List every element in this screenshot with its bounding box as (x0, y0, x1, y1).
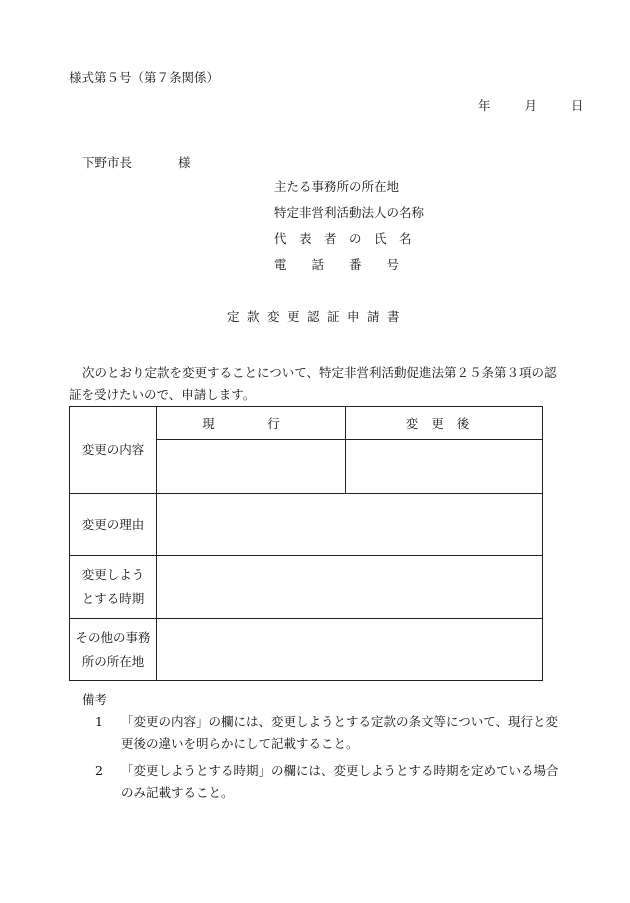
label-other-office-line-1: その他の事務 (75, 629, 151, 645)
note-line-1: 「変更の内容」の欄には、変更しようとする定款の条文等について、現行と変 (121, 714, 559, 729)
form-number: 様式第５号（第７条関係） (69, 70, 220, 85)
date-line (478, 96, 584, 114)
applicant-office-address: 主たる事務所の所在地 (274, 179, 400, 194)
table-row (70, 494, 543, 556)
date-year: 年 (478, 98, 491, 113)
cell-other-office-address[interactable] (157, 619, 543, 681)
label-change-timing-line-1: 変更しよう (81, 567, 145, 582)
addressee-honorific: 様 (178, 155, 191, 170)
cell-change-reason[interactable] (157, 494, 543, 556)
label-other-office-address (70, 619, 157, 681)
note-item-2 (95, 760, 579, 804)
addressee-name: 下野市長 (82, 155, 133, 170)
note-number: 2 (95, 763, 103, 778)
label-change-timing-line-2: とする時期 (81, 591, 145, 606)
header-after-change: 変更後 (346, 407, 543, 440)
application-form-table (69, 406, 543, 681)
header-current: 現 行 (157, 407, 346, 440)
addressee (82, 153, 191, 171)
note-number: 1 (95, 714, 103, 729)
label-other-office-line-2: 所の所在地 (81, 653, 145, 669)
table-row (70, 556, 543, 619)
note-line-2: のみ記載すること。 (121, 785, 234, 800)
label-change-timing (70, 556, 157, 619)
applicant-phone-number: 電 話 番 号 (274, 257, 400, 272)
date-day: 日 (571, 98, 584, 113)
table-row (70, 619, 543, 681)
cell-after-change-content[interactable] (346, 440, 543, 494)
note-line-2: 更後の違いを明らかにして記載すること。 (121, 736, 359, 751)
table-row (70, 407, 543, 440)
applicant-corporation-name: 特定非営利活動法人の名称 (274, 205, 425, 220)
cell-current-content[interactable] (157, 440, 346, 494)
note-line-1: 「変更しようとする時期」の欄には、変更しようとする時期を定めている場合 (121, 763, 559, 778)
applicant-representative-name: 代 表 者 の 氏 名 (274, 231, 412, 246)
note-item-1 (95, 711, 579, 755)
label-change-content: 変更の内容 (70, 407, 157, 494)
cell-change-timing[interactable] (157, 556, 543, 619)
label-change-reason: 変更の理由 (70, 494, 157, 556)
document-title: 定款変更認証申請書 (227, 309, 408, 324)
notes-heading: 備考 (82, 692, 108, 707)
intro-text (69, 362, 579, 406)
applicant-block (274, 180, 424, 284)
date-month: 月 (524, 98, 538, 113)
intro-line-1: 次のとおり定款を変更することについて、特定非営利活動促進法第２５条第３項の認 (82, 365, 557, 380)
intro-line-2: 証を受けたいので、申請します。 (69, 387, 256, 402)
